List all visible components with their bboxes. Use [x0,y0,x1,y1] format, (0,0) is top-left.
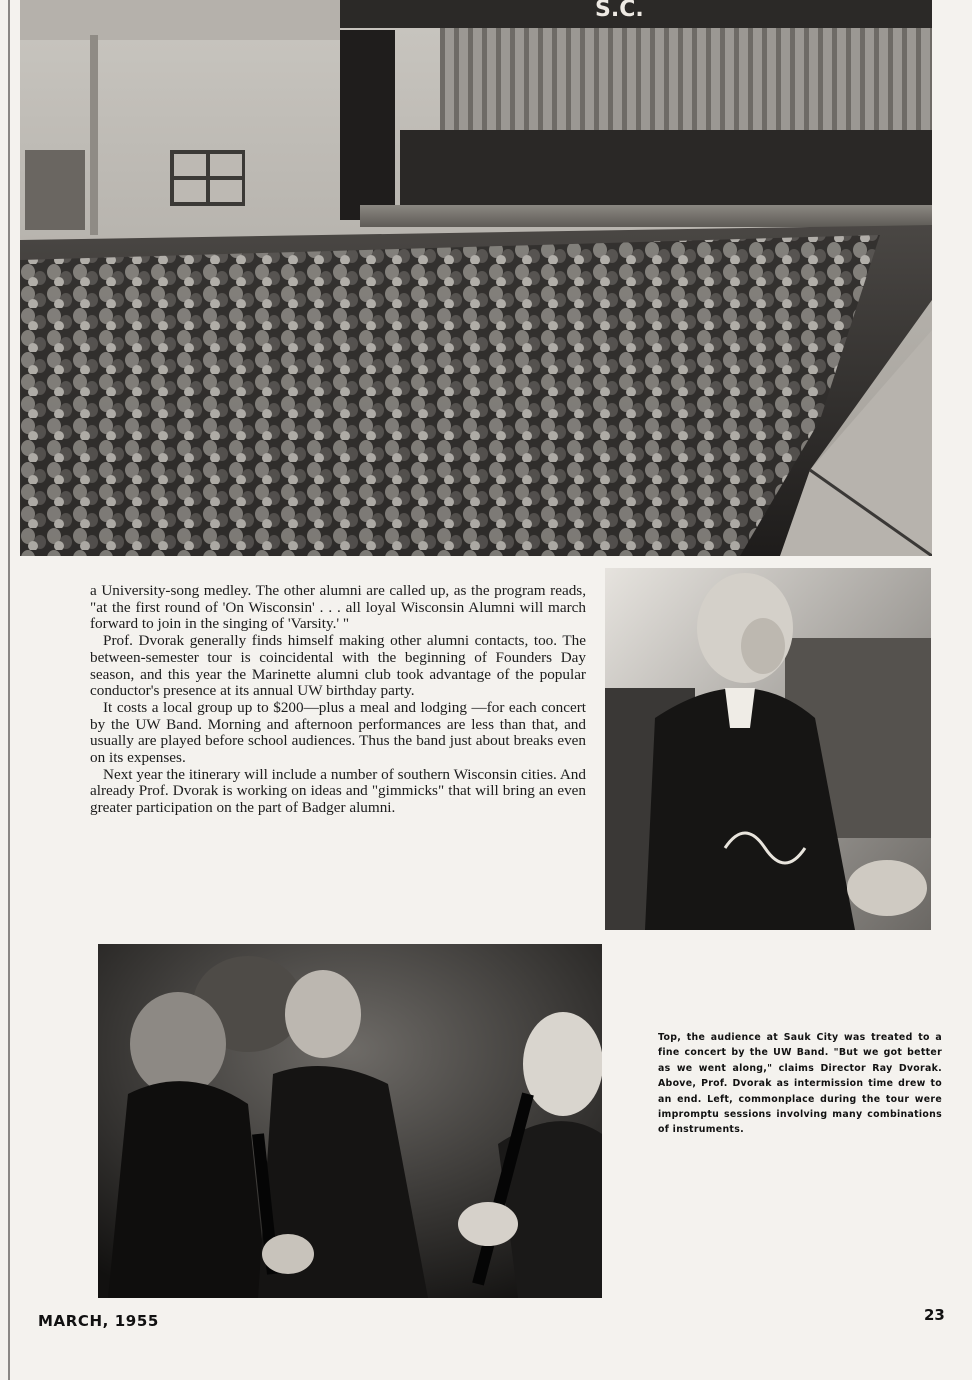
page-edge-line [8,0,10,1380]
issue-date: MARCH, 1955 [38,1312,159,1330]
article-body [90,583,586,817]
article-paragraph: Prof. Dvorak generally finds himself making other alumni contacts, too. The between-semester tour is coincidental with the beginning of Founders Day season, and this year the Marinette alumni club took advantage of the popular conductor's presence at its annual UW birthday party. [90,632,586,700]
concert-audience-photo [20,0,932,556]
article-paragraph: It costs a local group up to $200—plus a meal and lodging —for each concert by the UW Band. Morning and afternoon performances are less than that, and usually are played before school audiences. Thus the band just about breaks even on its expenses. [90,698,586,767]
article-paragraph: a University-song medley. The other alumni are called up, as the program reads, "at the first round of 'On Wisconsin' . . . all loyal Wisconsin Alumni will march forward to join in the singing of 'Varsity.' " [90,582,586,633]
article-paragraph: Next year the itinerary will include a number of southern Wisconsin cities. And already Prof. Dvorak is working on ideas and "gimmicks" that will bring an even greater participation on the part of Badger alumni. [90,765,586,817]
photo-caption: Top, the audience at Sauk City was treated to a fine concert by the UW Band. "But we got better as we went along," claims Director Ray Dvorak. Above, Prof. Dvorak as intermission time drew to an end. Left, commonplace during the tour were impromptu sessions involving many combinations of instruments. [658,1032,942,1136]
director-dvorak-photo [605,568,931,930]
clarinet-players-photo [98,944,602,1298]
page-number: 23 [924,1306,945,1324]
stage-sign-text: S.C. [595,0,644,22]
